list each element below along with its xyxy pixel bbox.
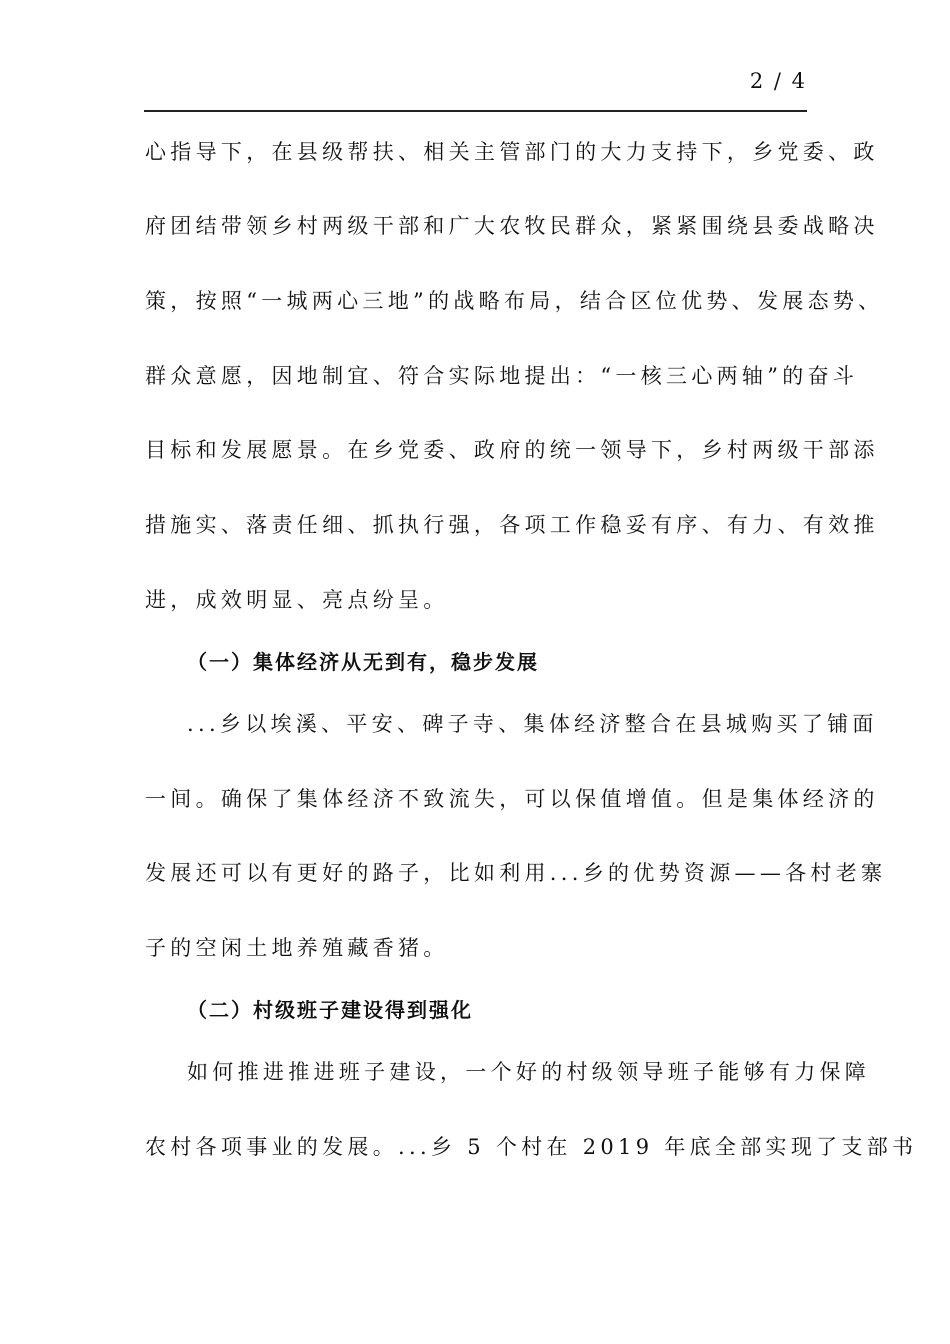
paragraph-line: 目标和发展愿景。在乡党委、政府的统一领导下，乡村两级干部添 (145, 438, 879, 462)
paragraph-line: 如何推进推进班子建设，一个好的村级领导班子能够有力保障 (187, 1060, 871, 1084)
paragraph-line: 进，成效明显、亮点纷呈。 (145, 588, 449, 612)
paragraph-line: 措施实、落责任细、抓执行强，各项工作稳妥有序、有力、有效推 (145, 513, 879, 537)
paragraph-line: 群众意愿，因地制宜、符合实际地提出：“一核三心两轴”的奋斗 (145, 364, 859, 388)
header-rule (144, 110, 807, 112)
page-number: 2 / 4 (749, 69, 807, 93)
paragraph-line: 府团结带领乡村两级干部和广大农牧民群众，紧紧围绕县委战略决 (145, 214, 879, 238)
paragraph-line: 心指导下，在县级帮扶、相关主管部门的大力支持下，乡党委、政 (145, 140, 879, 164)
paragraph-line: 策，按照“一城两心三地”的战略布局，结合区位优势、发展态势、 (145, 289, 884, 313)
paragraph-line: 一间。确保了集体经济不致流失，可以保值增值。但是集体经济的 (145, 787, 879, 811)
paragraph-line: ...乡以埃溪、平安、碑子寺、集体经济整合在县城购买了铺面 (187, 712, 878, 736)
paragraph-line: 发展还可以有更好的路子，比如利用...乡的优势资源——各村老寨 (145, 861, 887, 885)
paragraph-line: 子的空闲土地养殖藏香猪。 (145, 936, 449, 960)
section-heading-1: （一）集体经济从无到有，稳步发展 (187, 650, 539, 674)
paragraph-line: 农村各项事业的发展。...乡 5 个村在 2019 年底全部实现了支部书 (145, 1135, 918, 1159)
section-heading-2: （二）村级班子建设得到强化 (187, 998, 473, 1022)
